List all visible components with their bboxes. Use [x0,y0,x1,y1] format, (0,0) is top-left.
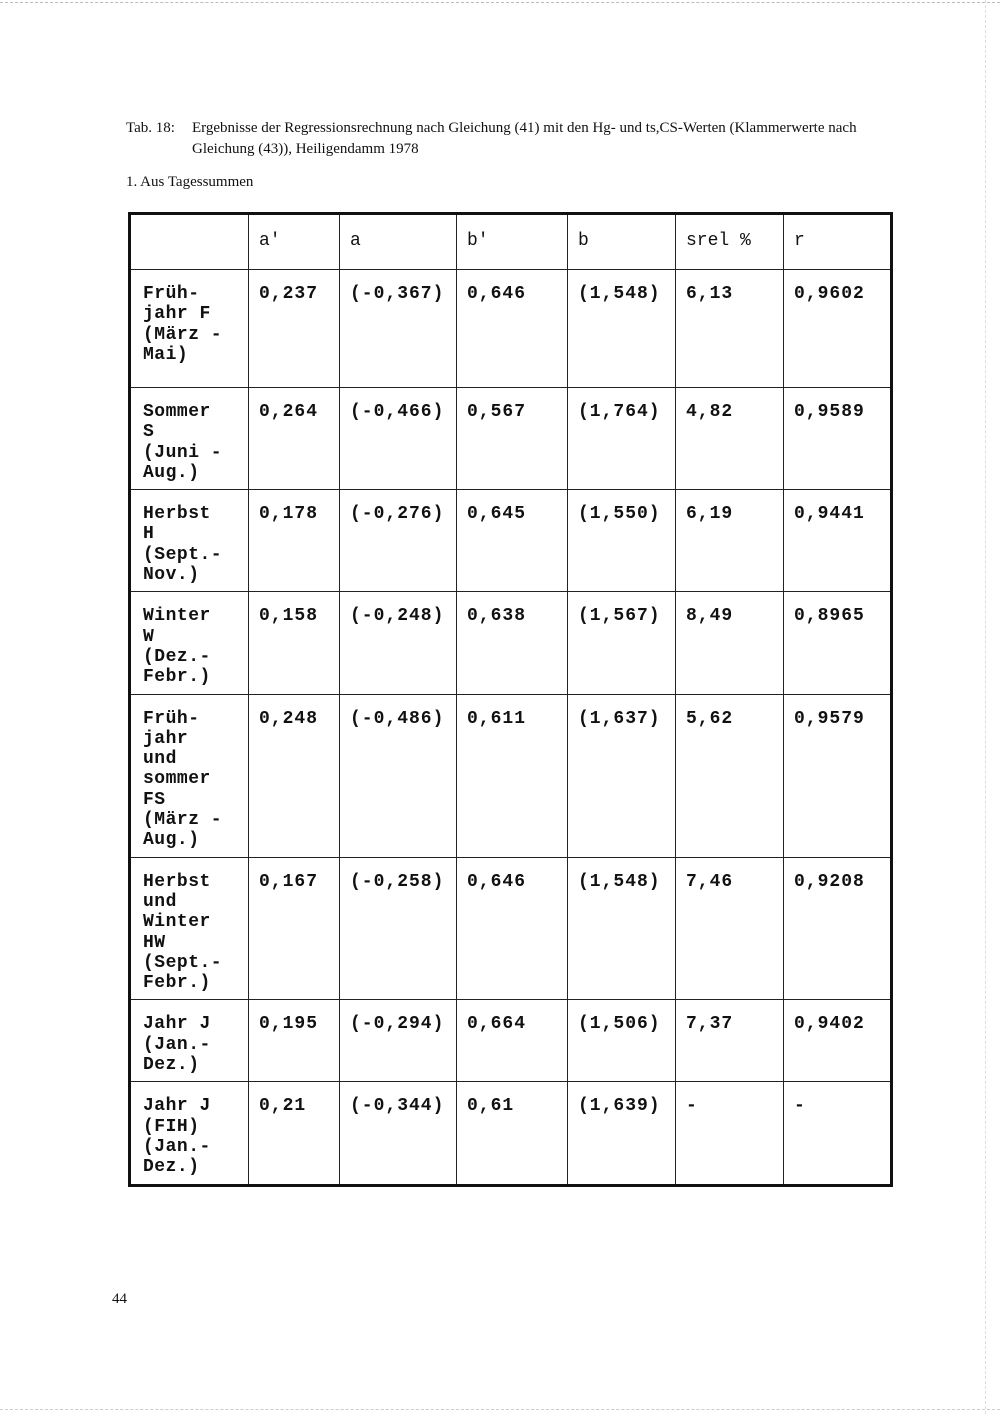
cell-b-prime: 0,646 [457,857,568,1000]
cell-r: 0,9208 [784,857,892,1000]
table-row [130,270,892,388]
cell-a: (-0,466) [340,388,457,490]
header-cell-empty [130,214,249,270]
cell-a: (-0,486) [340,694,457,857]
header-srel: srel % [676,214,784,270]
regression-table [128,212,893,1187]
cell-b-prime: 0,567 [457,388,568,490]
caption-label: Tab. 18: [126,120,175,136]
cell-b: (1,550) [568,490,676,592]
cell-srel: - [676,1082,784,1185]
row-label: Herbst H (Sept.- Nov.) [130,490,249,592]
table-row [130,694,892,857]
cell-srel: 8,49 [676,592,784,694]
cell-a: (-0,294) [340,1000,457,1082]
table-row [130,1000,892,1082]
cell-srel: 6,13 [676,270,784,388]
header-a: a [340,214,457,270]
row-label: Früh- jahr und sommer FS (März - Aug.) [130,694,249,857]
cell-srel: 5,62 [676,694,784,857]
row-label: Früh- jahr F (März - Mai) [130,270,249,388]
scan-edge-right [985,0,986,1414]
cell-a-prime: 0,195 [249,1000,340,1082]
cell-b-prime: 0,645 [457,490,568,592]
row-label: Herbst und Winter HW (Sept.- Febr.) [130,857,249,1000]
cell-a-prime: 0,167 [249,857,340,1000]
cell-r: - [784,1082,892,1185]
cell-b-prime: 0,664 [457,1000,568,1082]
header-b: b [568,214,676,270]
table-row [130,1082,892,1185]
cell-a: (-0,344) [340,1082,457,1185]
cell-r: 0,9441 [784,490,892,592]
cell-a-prime: 0,21 [249,1082,340,1185]
table-row [130,592,892,694]
cell-b: (1,548) [568,270,676,388]
scan-edge-bottom [0,1409,1000,1410]
cell-b: (1,764) [568,388,676,490]
cell-srel: 4,82 [676,388,784,490]
cell-b: (1,637) [568,694,676,857]
cell-b-prime: 0,638 [457,592,568,694]
row-label: Sommer S (Juni - Aug.) [130,388,249,490]
cell-b-prime: 0,646 [457,270,568,388]
header-a-prime: a' [249,214,340,270]
cell-b-prime: 0,611 [457,694,568,857]
row-label: Jahr J (FIH) (Jan.- Dez.) [130,1082,249,1185]
table-caption [126,118,896,160]
cell-srel: 6,19 [676,490,784,592]
table-row [130,388,892,490]
cell-r: 0,9579 [784,694,892,857]
cell-b: (1,548) [568,857,676,1000]
cell-a: (-0,367) [340,270,457,388]
cell-a: (-0,248) [340,592,457,694]
cell-a-prime: 0,158 [249,592,340,694]
page-number: 44 [112,1291,127,1307]
cell-a-prime: 0,264 [249,388,340,490]
table-row [130,490,892,592]
cell-r: 0,9589 [784,388,892,490]
cell-a: (-0,276) [340,490,457,592]
cell-b-prime: 0,61 [457,1082,568,1185]
row-label: Winter W (Dez.- Febr.) [130,592,249,694]
header-b-prime: b' [457,214,568,270]
header-row [130,214,892,270]
cell-b: (1,567) [568,592,676,694]
cell-srel: 7,37 [676,1000,784,1082]
cell-a-prime: 0,248 [249,694,340,857]
caption-text: Ergebnisse der Regressionsrechnung nach Gleichung (41) mit den Hg- und ts,CS-Werten (Klammerwerte nach Gleichung (43)), Heiligendamm 1978 [192,120,857,157]
cell-a-prime: 0,178 [249,490,340,592]
scan-edge-top [0,2,1000,3]
cell-r: 0,9602 [784,270,892,388]
cell-b: (1,506) [568,1000,676,1082]
cell-b: (1,639) [568,1082,676,1185]
cell-r: 0,9402 [784,1000,892,1082]
cell-r: 0,8965 [784,592,892,694]
table-row [130,857,892,1000]
header-r: r [784,214,892,270]
section-subtitle: 1. Aus Tagessummen [126,174,254,190]
cell-a-prime: 0,237 [249,270,340,388]
row-label: Jahr J (Jan.- Dez.) [130,1000,249,1082]
cell-a: (-0,258) [340,857,457,1000]
cell-srel: 7,46 [676,857,784,1000]
